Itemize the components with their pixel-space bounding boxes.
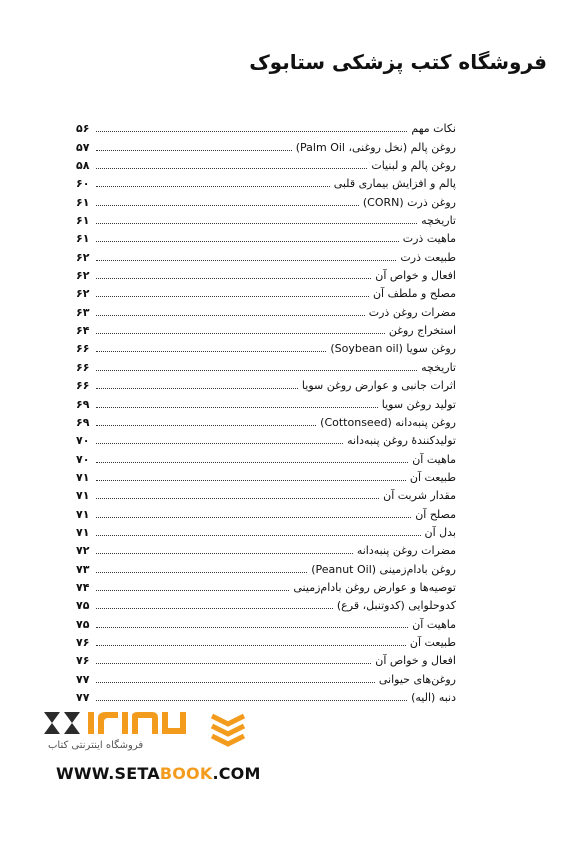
toc-entry-title: دنبه (الیه): [411, 691, 456, 704]
toc-page-number: ۷۲: [76, 544, 90, 558]
toc-page-number: ۶۲: [76, 287, 90, 301]
toc-entry-title: ماهیت آن: [412, 617, 456, 631]
website-url-prefix: WWW.SETA: [56, 764, 160, 783]
toc-entry-title: ماهیت ذرت: [402, 232, 456, 246]
toc-leader-dots: [96, 130, 407, 132]
stacked-books-icon: [208, 708, 248, 748]
toc-leader-dots: [96, 259, 396, 261]
toc-row[interactable]: [76, 502, 456, 520]
toc-row[interactable]: [76, 154, 456, 172]
toc-leader-dots: [96, 204, 359, 206]
toc-page-number: ۶۱: [76, 232, 90, 246]
toc-entry-title: مصلح آن: [415, 507, 456, 521]
toc-leader-dots: [96, 644, 406, 646]
toc-row[interactable]: [76, 209, 456, 227]
toc-leader-dots: [96, 369, 417, 371]
toc-entry-title: روغن ذرت (CORN): [362, 195, 456, 209]
toc-page-number: ۷۵: [76, 599, 90, 613]
toc-page-number: ۷۱: [76, 507, 90, 521]
toc-row[interactable]: [76, 484, 456, 502]
toc-entry-title: تولید روغن سویا: [381, 397, 456, 411]
toc-row[interactable]: [76, 557, 456, 575]
toc-entry-title: مقدار شربت آن: [383, 489, 456, 503]
setabook-logo: [40, 706, 250, 756]
toc-row[interactable]: [76, 521, 456, 539]
toc-entry-title: افعال و خواص آن: [375, 654, 456, 668]
toc-page-number: ۷۰: [76, 452, 90, 466]
toc-row[interactable]: [76, 264, 456, 282]
toc-entry-title: بدل آن: [424, 525, 456, 539]
toc-page-number: ۶۳: [76, 305, 90, 319]
toc-page-number: ۵۸: [76, 159, 90, 173]
toc-leader-dots: [96, 461, 408, 463]
toc-row[interactable]: [76, 172, 456, 190]
toc-entry-title: تولیدکنندهٔ روغن پنبه‌دانه: [347, 434, 456, 448]
toc-row[interactable]: [76, 411, 456, 429]
toc-leader-dots: [96, 662, 371, 664]
toc-leader-dots: [96, 534, 421, 536]
toc-page-number: ۷۶: [76, 635, 90, 649]
toc-entry-title: پالم و افزایش بیماری قلبی: [333, 177, 456, 191]
toc-row[interactable]: [76, 612, 456, 630]
toc-leader-dots: [96, 552, 353, 554]
toc-row[interactable]: [76, 667, 456, 685]
toc-leader-dots: [96, 479, 406, 481]
website-url[interactable]: [56, 764, 261, 783]
toc-page-number: ۷۴: [76, 580, 90, 594]
toc-leader-dots: [96, 277, 371, 279]
toc-entry-title: مضرات روغن پنبه‌دانه: [356, 544, 456, 558]
toc-entry-title: تاریخچه: [421, 214, 456, 228]
toc-leader-dots: [96, 424, 316, 426]
toc-row[interactable]: [76, 594, 456, 612]
toc-row[interactable]: [76, 190, 456, 208]
table-of-contents: [76, 117, 456, 704]
toc-page-number: ۶۲: [76, 250, 90, 264]
toc-page-number: ۷۱: [76, 470, 90, 484]
toc-leader-dots: [96, 149, 292, 151]
toc-row[interactable]: [76, 374, 456, 392]
toc-page-number: ۷۵: [76, 617, 90, 631]
setabook-wordmark: [40, 706, 200, 740]
toc-entry-title: تاریخچه: [421, 360, 456, 374]
toc-page-number: ۵۷: [76, 140, 90, 154]
toc-entry-title: مصلح و ملطف آن: [372, 287, 456, 301]
toc-leader-dots: [96, 589, 289, 591]
toc-leader-dots: [96, 240, 399, 242]
toc-row[interactable]: [76, 686, 456, 704]
toc-page-number: ۵۶: [76, 122, 90, 136]
toc-row[interactable]: [76, 466, 456, 484]
toc-row[interactable]: [76, 392, 456, 410]
toc-leader-dots: [96, 607, 333, 609]
toc-leader-dots: [96, 295, 369, 297]
toc-entry-title: روغن سویا (Soybean oil): [330, 342, 456, 356]
toc-row[interactable]: [76, 539, 456, 557]
toc-row[interactable]: [76, 355, 456, 373]
toc-leader-dots: [96, 332, 385, 334]
toc-leader-dots: [96, 516, 411, 518]
toc-row[interactable]: [76, 337, 456, 355]
toc-row[interactable]: [76, 447, 456, 465]
toc-page-number: ۶۴: [76, 324, 90, 338]
toc-entry-title: طبیعت آن: [409, 635, 456, 649]
toc-entry-title: طبیعت ذرت: [400, 250, 456, 264]
toc-leader-dots: [96, 442, 343, 444]
toc-row[interactable]: [76, 135, 456, 153]
toc-row[interactable]: [76, 227, 456, 245]
toc-entry-title: روغن پالم و لبنیات: [371, 159, 456, 173]
toc-row[interactable]: [76, 300, 456, 318]
website-url-suffix: .COM: [212, 764, 261, 783]
toc-entry-title: ماهیت آن: [412, 452, 456, 466]
toc-leader-dots: [96, 681, 375, 683]
toc-entry-title: کدوحلوایی (کدوتنبل، قرع): [336, 599, 456, 613]
toc-leader-dots: [96, 497, 379, 499]
toc-entry-title: روغن‌های حیوانی: [378, 672, 456, 686]
toc-leader-dots: [96, 406, 378, 408]
toc-leader-dots: [96, 387, 298, 389]
toc-leader-dots: [96, 167, 367, 169]
toc-entry-title: افعال و خواص آن: [375, 269, 456, 283]
toc-entry-title: نکات مهم: [411, 122, 456, 136]
toc-entry-title: طبیعت آن: [409, 470, 456, 484]
website-url-highlight: BOOK: [159, 764, 213, 783]
logo-tagline: فروشگاه اینترنتی کتاب: [48, 740, 144, 751]
toc-row[interactable]: [76, 319, 456, 337]
toc-page-number: ۷۳: [76, 562, 90, 576]
toc-leader-dots: [96, 626, 408, 628]
toc-entry-title: روغن بادام‌زمینی (Peanut Oil): [311, 562, 456, 576]
toc-entry-title: مضرات روغن ذرت: [368, 305, 456, 319]
toc-page-number: ۶۶: [76, 379, 90, 393]
toc-page-number: ۷۷: [76, 672, 90, 686]
toc-page-number: ۶۶: [76, 360, 90, 374]
toc-entry-title: استخراج روغن: [388, 324, 456, 338]
toc-entry-title: روغن پنبه‌دانه (Cottonseed): [320, 415, 456, 429]
toc-entry-title: روغن پالم (نخل روغنی، Palm Oil): [295, 140, 456, 154]
page-title: فروشگاه کتب پزشکی ستابوک: [249, 50, 547, 74]
toc-leader-dots: [96, 699, 407, 701]
toc-entry-title: توصیه‌ها و عوارض روغن بادام‌زمینی: [293, 580, 456, 594]
toc-leader-dots: [96, 350, 326, 352]
toc-page-number: ۷۷: [76, 691, 90, 704]
toc-page-number: ۶۱: [76, 195, 90, 209]
toc-row[interactable]: [76, 117, 456, 135]
toc-page-number: ۶۹: [76, 397, 90, 411]
toc-row[interactable]: [76, 576, 456, 594]
toc-row[interactable]: [76, 649, 456, 667]
toc-page-number: ۶۲: [76, 269, 90, 283]
toc-leader-dots: [96, 571, 307, 573]
toc-entry-title: اثرات جانبی و عوارض روغن سویا: [301, 379, 456, 393]
toc-row[interactable]: [76, 245, 456, 263]
toc-page-number: ۷۶: [76, 654, 90, 668]
toc-page-number: ۷۱: [76, 489, 90, 503]
toc-row[interactable]: [76, 282, 456, 300]
toc-leader-dots: [96, 185, 330, 187]
toc-leader-dots: [96, 222, 417, 224]
toc-row[interactable]: [76, 631, 456, 649]
toc-page-number: ۶۰: [76, 177, 90, 191]
toc-page-number: ۷۱: [76, 525, 90, 539]
toc-row[interactable]: [76, 429, 456, 447]
toc-page-number: ۶۹: [76, 415, 90, 429]
toc-page-number: ۷۰: [76, 434, 90, 448]
toc-leader-dots: [96, 314, 365, 316]
toc-page-number: ۶۶: [76, 342, 90, 356]
toc-page-number: ۶۱: [76, 214, 90, 228]
